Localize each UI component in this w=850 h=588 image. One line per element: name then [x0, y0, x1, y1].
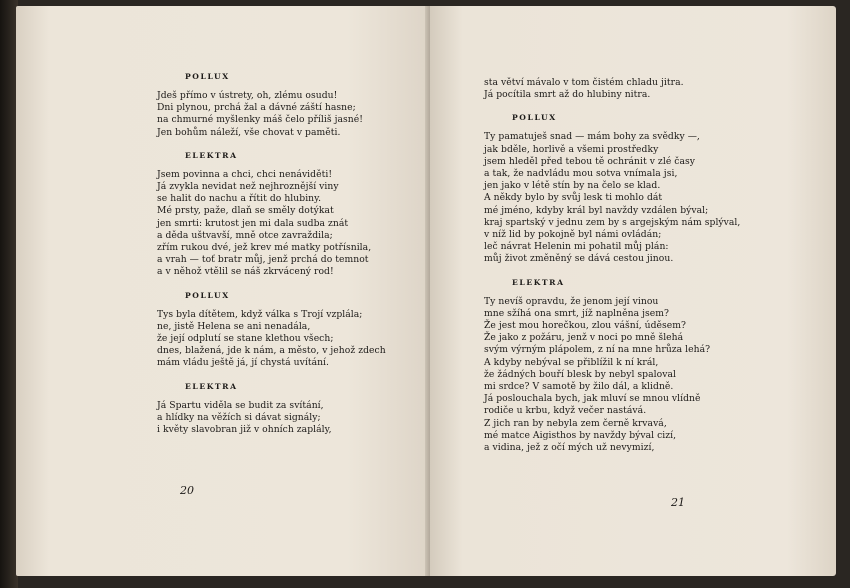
- verse-line: se halit do nachu a řítit do hlubiny.: [157, 193, 322, 205]
- verse-line: a hlídky na věžích si dávat signály;: [157, 411, 321, 423]
- verse-line: Že jako z požáru, jenž v noci po mně šlehá: [484, 332, 684, 344]
- verse-line: kraj spartský v jednu zem by s argejským nám splýval,: [484, 216, 741, 228]
- verse-line: a vidina, jež z očí mých už nevymizí,: [484, 442, 655, 454]
- page-number: 20: [180, 484, 194, 497]
- verse-line: jsem hleděl před tebou tě ochránit v zlé časy: [484, 155, 696, 167]
- speaker-label: ELEKTRA: [185, 381, 238, 391]
- verse-line: zřím rukou dvé, jež krev mé matky potřísnila,: [157, 242, 372, 254]
- verse-line: Že jest mou horečkou, zlou vášní, úděsem?: [484, 320, 687, 332]
- verse-line: mé matce Aigisthos by navždy býval cizí,: [484, 429, 677, 441]
- verse-line: můj život změněný se dává cestou jinou.: [484, 253, 674, 265]
- verse-line: sta větví mávalo v tom čistém chladu jitra.: [484, 77, 684, 88]
- verse-line: Ty nevíš opravdu, že jenom její vinou: [484, 295, 659, 307]
- verse-line: jak bděle, horlivě a všemi prostředky: [484, 143, 659, 155]
- verse-line: Dni plynou, prchá žal a dávné záští hasne;: [157, 102, 356, 114]
- verse-line: mám vládu ještě já, jí chystá uvítání.: [157, 357, 330, 369]
- verse-line: v níž lid by pokojně byl námi ovládán;: [484, 229, 662, 241]
- verse-line: Tys byla dítětem, když válka s Trojí vzplála;: [157, 308, 363, 320]
- verse-line: a v něhož vtělil se náš zkrvácený rod!: [157, 266, 334, 278]
- speaker-label: ELEKTRA: [512, 277, 565, 287]
- verse-line: A kdyby nebýval se přiblížil k ní král,: [484, 356, 659, 368]
- verse-line: svým výrným plápolem, z ní na mne hrůza lehá?: [484, 344, 711, 356]
- verse-line: Jsem povinna a chci, chci nenáviděti!: [157, 168, 333, 180]
- speaker-label: POLLUX: [185, 290, 230, 300]
- verse-line: Ty pamatuješ snad — mám bohy za svědky —,: [484, 131, 700, 143]
- verse-line: dnes, blažená, jde k nám, a město, v jehož zdech: [157, 345, 386, 357]
- verse-line: mi srdce? V samotě by žilo dál, a klidně.: [484, 381, 674, 393]
- verse-line: Jdeš přímo v ústrety, oh, zlému osudu!: [157, 90, 338, 101]
- verse-line: leč návrat Helenin mi pohatil můj plán:: [484, 241, 669, 253]
- verse-line: a tak, že nadvládu mou sotva vnímala jsi,: [484, 168, 678, 180]
- verse-line: a děda uštvavší, mně otce zavraždila;: [157, 229, 333, 241]
- verse-line: jen jako v létě stín by na čelo se klad.: [484, 180, 661, 192]
- verse-line: mé jméno, kdyby král byl navždy vzdálen býval;: [484, 204, 709, 216]
- verse-line: i květy slavobran již v ohních zaplály,: [157, 424, 332, 436]
- speaker-label: POLLUX: [512, 113, 557, 123]
- verse-line: Jen bohům náleží, vše chovat v paměti.: [157, 126, 341, 138]
- verse-line: Já poslouchala bych, jak mluví se mnou vlídně: [484, 393, 701, 405]
- verse-line: jen smrti: krutost jen mi dala sudba znát: [157, 217, 349, 229]
- left-page-text: [157, 72, 386, 436]
- verse-line: že její odplutí se stane klethou všech;: [157, 333, 334, 345]
- right-page: [430, 6, 836, 576]
- verse-line: Z jich ran by nebyla zem černě krvavá,: [484, 417, 667, 429]
- page-number: 21: [671, 496, 685, 509]
- verse-line: mne sžíhá ona smrt, jíž naplněna jsem?: [484, 307, 669, 319]
- speaker-label: POLLUX: [185, 72, 230, 81]
- verse-line: Mé prsty, paže, dlaň se směly dotýkat: [157, 205, 334, 217]
- verse-line: Já zvykla nevidat než nejhroznější viny: [157, 181, 339, 193]
- verse-line: Já pocítila smrt až do hlubiny nitra.: [484, 89, 651, 101]
- verse-line: A někdy bylo by svůj lesk ti mohlo dát: [484, 192, 663, 204]
- verse-line: a vrah — toť bratr můj, jenž prchá do temnot: [157, 254, 369, 266]
- verse-line: na chmurné myšlenky máš čelo příliš jasné!: [157, 114, 363, 126]
- verse-line: rodiče u krbu, když večer nastává.: [484, 405, 647, 417]
- verse-line: ne, jistě Helena se ani nenadála,: [157, 320, 311, 332]
- verse-line: Já Spartu viděla se budit za svítání,: [157, 399, 324, 411]
- right-page-text: [484, 77, 740, 454]
- verse-line: že žádných bouří blesk by nebyl spaloval: [484, 368, 676, 380]
- left-page: [16, 6, 430, 576]
- speaker-label: ELEKTRA: [185, 150, 238, 160]
